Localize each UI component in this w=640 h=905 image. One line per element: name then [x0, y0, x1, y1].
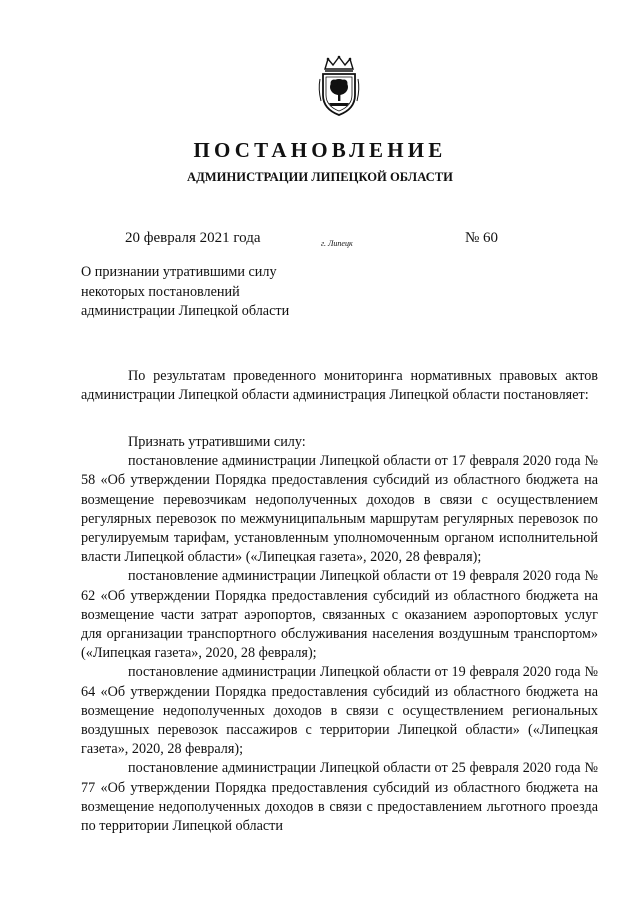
subject-line: администрации Липецкой области	[81, 303, 290, 319]
decree-body	[81, 433, 598, 836]
document-number: № 60	[465, 230, 499, 246]
preamble-paragraph: По результатам проведенного мониторинга нормативных правовых актов администрации Липецкой области администрация Липецкой области постановляет:	[81, 368, 598, 404]
coat-of-arms-icon	[317, 55, 361, 117]
preamble-block	[81, 367, 598, 405]
subject-line: некоторых постановлений	[81, 283, 240, 300]
repealed-item: постановление администрации Липецкой области от 19 февраля 2020 года № 64 «Об утверждении Порядка предоставления субсидий из областного бюджета на возмещение недополученных доходов в связи с осуществлением региональных воздушных перевозок пассажиров с территории Липецкой области» («Липецкая газета», 2020, 28 февраля);	[81, 664, 598, 758]
document-subject	[81, 263, 371, 322]
repealed-item: постановление администрации Липецкой области от 19 февраля 2020 года № 62 «Об утверждении Порядка предоставления субсидий из областного бюджета на возмещение части затрат аэропортов, связанных с оказанием аэропортовых услуг для организации транспортного обслуживания населения воздушным транспортом» («Липецкая газета», 2020, 28 февраля);	[81, 568, 598, 662]
repealed-item: постановление администрации Липецкой области от 25 февраля 2020 года № 77 «Об утверждении Порядка предоставления субсидий из областного бюджета на возмещение недополученных доходов в связи с предоставлением льготного проезда по территории Липецкой области	[81, 760, 598, 835]
subject-line: О признании утратившими силу	[81, 264, 277, 280]
issuing-authority: АДМИНИСТРАЦИИ ЛИПЕЦКОЙ ОБЛАСТИ	[187, 170, 453, 184]
document-city: г. Липецк	[321, 239, 353, 248]
document-date: 20 февраля 2021 года	[125, 230, 261, 246]
repealed-item: постановление администрации Липецкой области от 17 февраля 2020 года № 58 «Об утверждении Порядка предоставления субсидий из областного бюджета на возмещение перевозчикам недополученных доходов в связи с осуществлением регулярных перевозок по межмуниципальным маршрутам регулярных перевозок по регулируемым тарифам, установленным уполномоченным органом исполнительной власти Липецкой области» («Липецкая газета», 2020, 28 февраля);	[81, 453, 598, 566]
document-title: ПОСТАНОВЛЕНИЕ	[193, 138, 447, 162]
decree-intro: Признать утратившими силу:	[128, 434, 306, 450]
